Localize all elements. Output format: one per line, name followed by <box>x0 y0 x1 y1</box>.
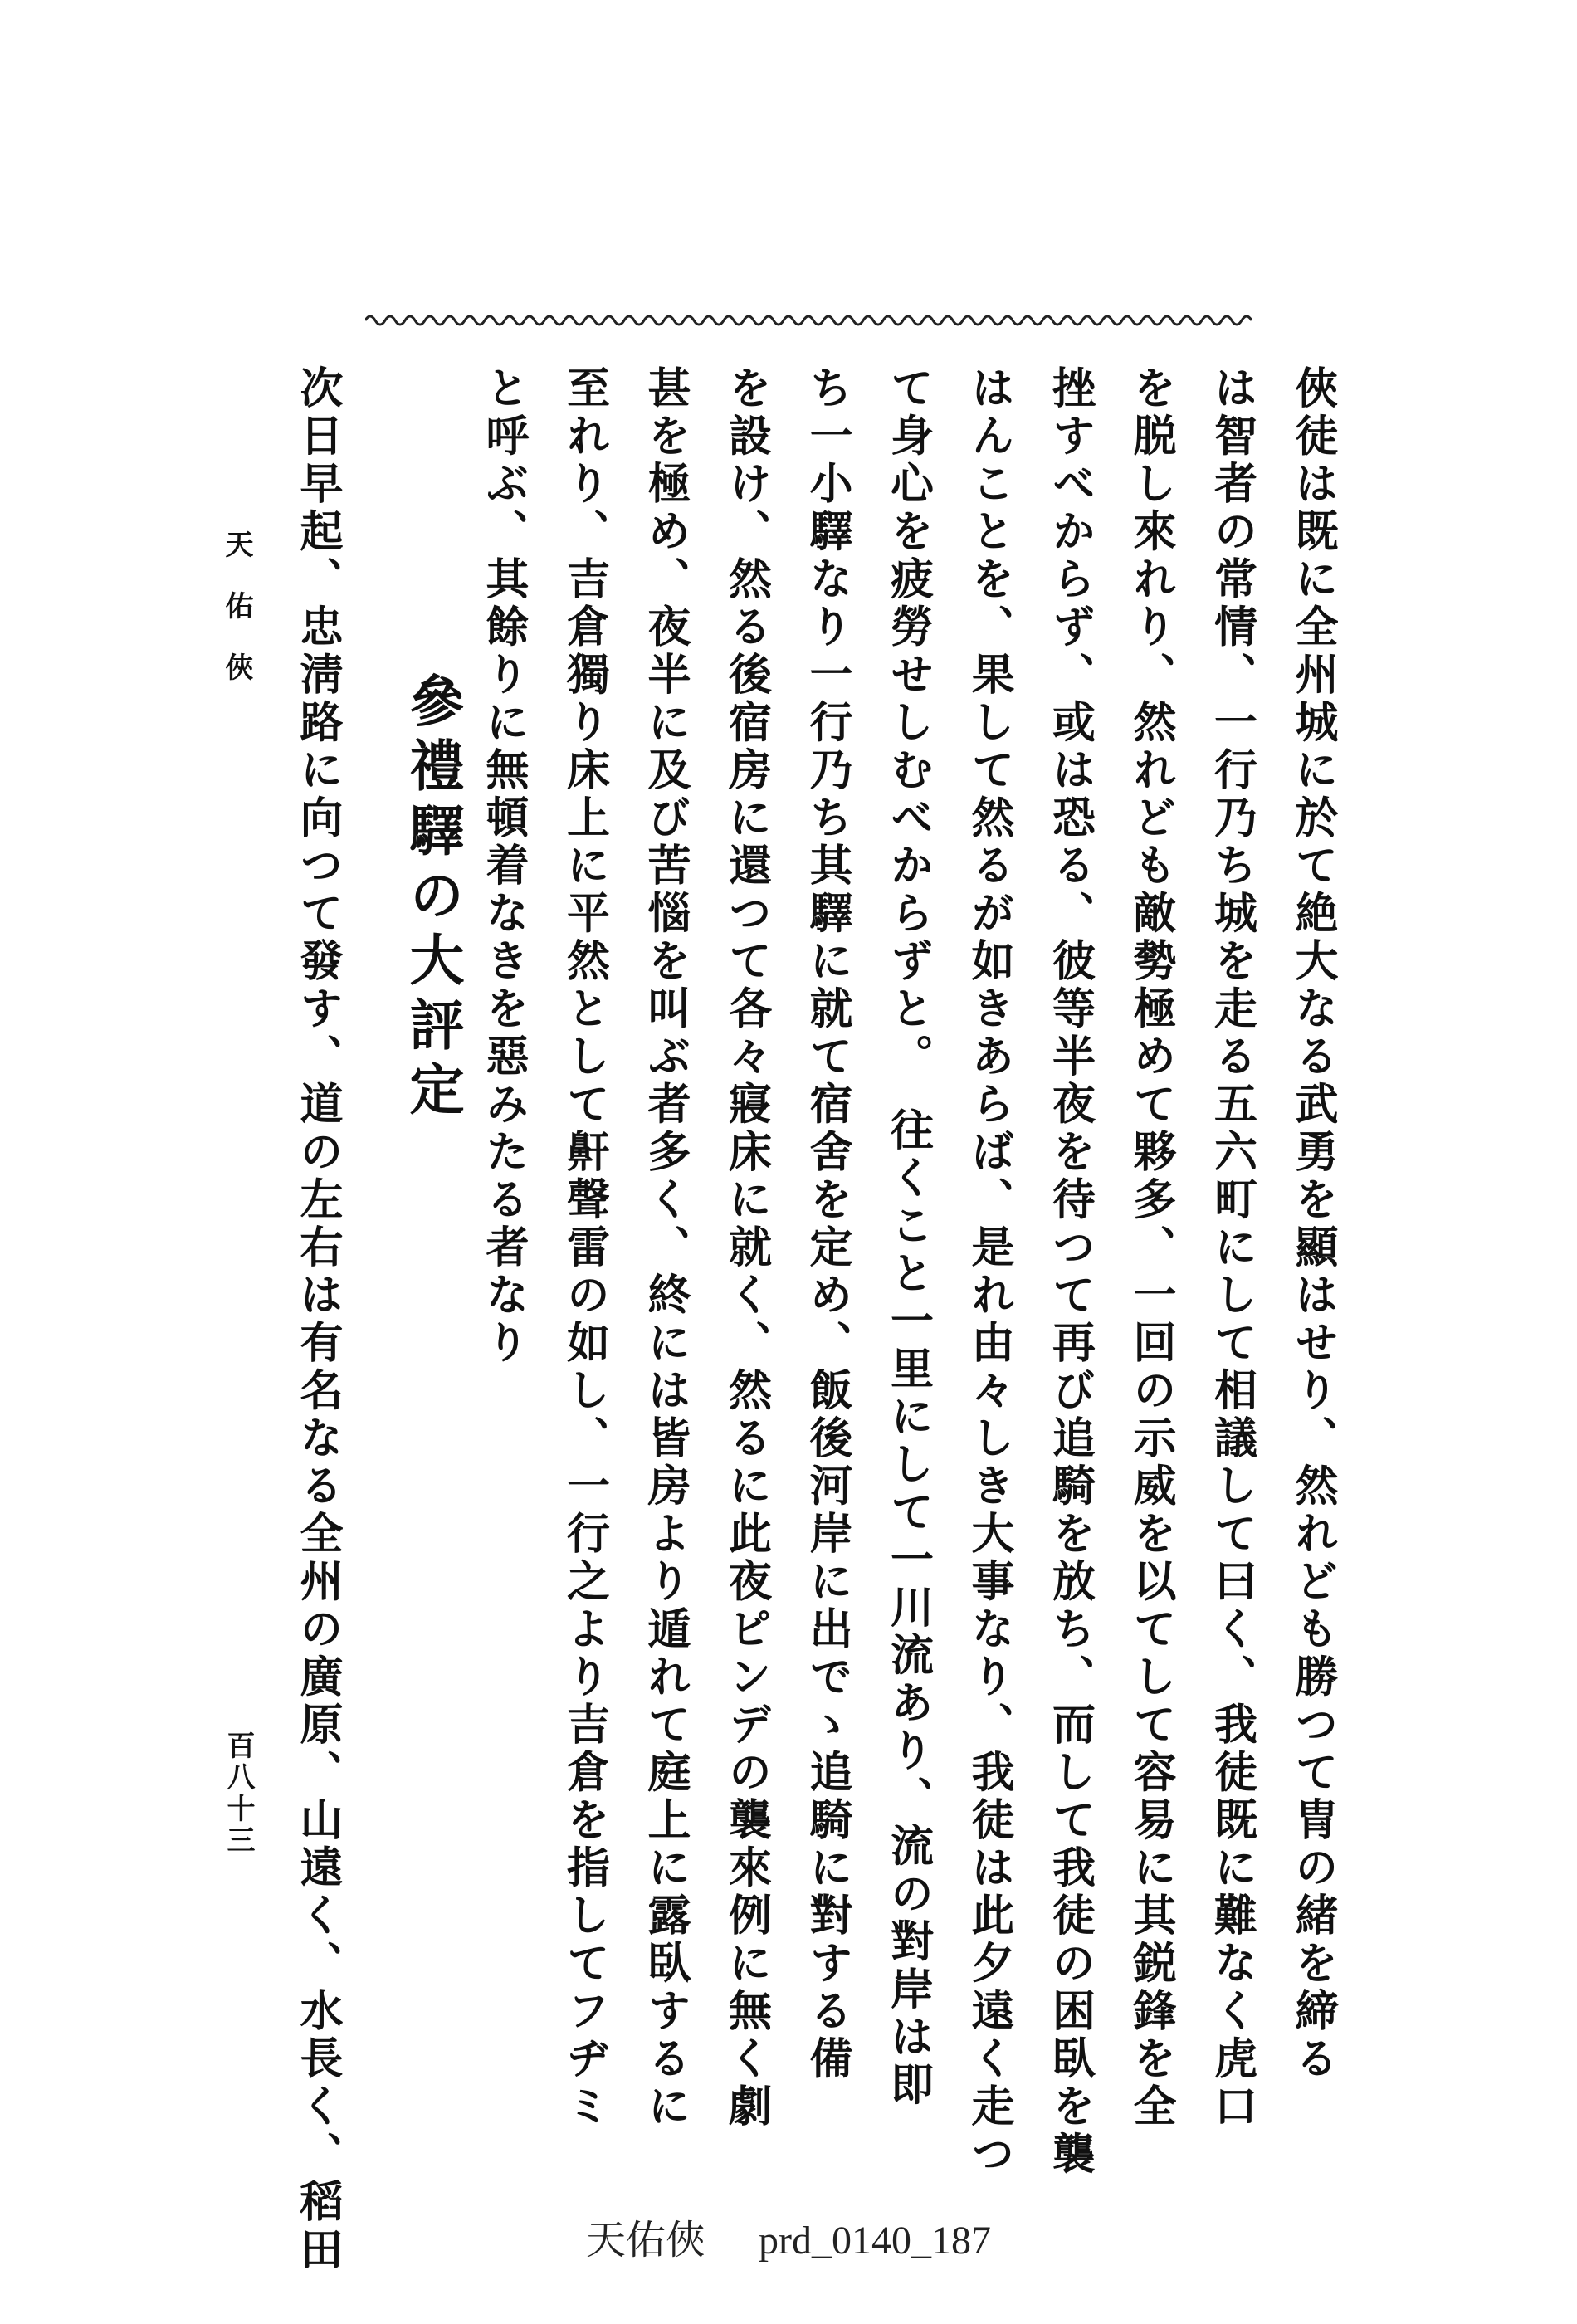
text-column: 挫すべからず、或は恐る、彼等半夜を待つて再び追騎を放ち、而して我徒の困臥を襲 <box>1044 365 1096 2179</box>
text-column: 次日早起、忠淸路に向つて發す、道の左右は有名なる全州の廣原、山遠く、水長く、稻田 <box>292 365 343 2274</box>
text-column: ち一小驛なり一行乃ち其驛に就て宿舍を定め、飯後河岸に出でゝ追騎に對する備 <box>802 365 852 2083</box>
text-column: を設け、然る後宿房に還つて各々寢床に就く、然るに此夜ピンデの襲來例に無く劇 <box>720 365 772 2131</box>
text-column: 至れり、吉倉獨り床上に平然として鼾聲雷の如し、一行之より吉倉を指してフヂミ <box>559 365 610 2131</box>
footer-id: prd_0140_187 <box>759 2219 991 2263</box>
section-heading: 參禮驛の大評定 <box>400 672 465 1125</box>
text-column: 俠徒は既に全州城に於て絶大なる武勇を顯はせり、然れども勝つて冑の緒を締る <box>1287 365 1338 2083</box>
scan-footer <box>0 2208 1577 2265</box>
text-column: はんことを、果して然るが如きあらば、是れ由々しき大事なり、我徒は此夕遠く走つ <box>964 365 1014 2179</box>
text-column: て身心を疲勞せしむべからずと。 往くこと一里にして一川流あり、流の對岸は即 <box>882 365 934 2110</box>
text-column: と呼ぶ、其餘りに無頓着なきを惡みたる者なり <box>478 365 529 1368</box>
running-head: 天佑俠 <box>220 530 253 714</box>
text-column: 甚を極め、夜半に及び苦惱を叫ぶ者多く、終には皆房より遁れて庭上に露臥するに <box>640 365 691 2131</box>
text-column: は智者の常情、一行乃ち城を走る五六町にして相議して曰く、我徒既に難なく虎口 <box>1206 365 1257 2131</box>
wavy-divider <box>365 309 1253 332</box>
text-column: を脱し來れり、然れども敵勢極めて夥多、一回の示威を以てして容易に其鋭鋒を全 <box>1125 365 1176 2131</box>
footer-title: 天佑俠 <box>586 2219 706 2263</box>
page-number: 百八十三 <box>222 1731 255 1857</box>
